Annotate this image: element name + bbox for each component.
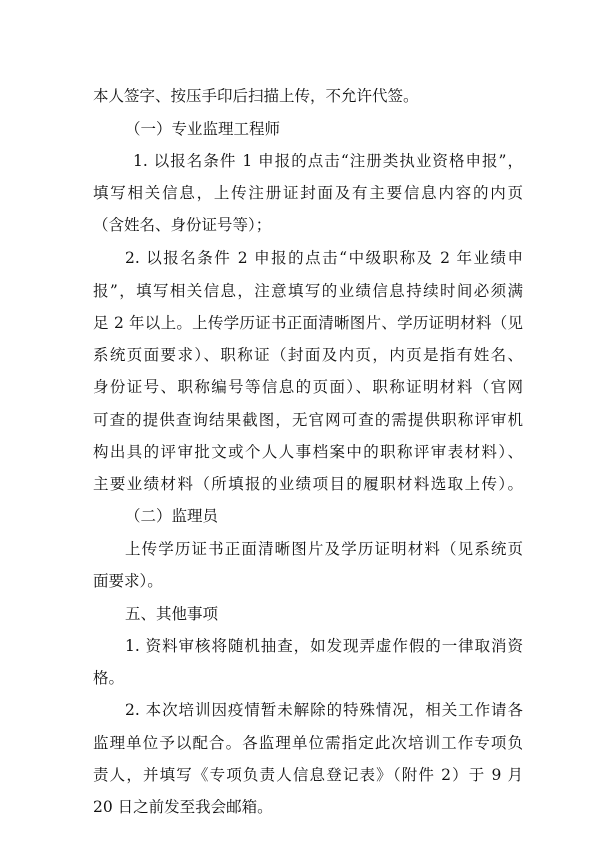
paragraph-line: 构出具的评审批文或个人人事档案中的职称评审表材料）、 xyxy=(93,443,523,461)
section-heading-supervising-engineer: （一）专业监理工程师 xyxy=(125,120,281,138)
paragraph-line: 足 2 年以上。上传学历证书正面清晰图片、学历证明材料（见 xyxy=(93,314,523,332)
paragraph-line: 系统页面要求）、职称证（封面及内页，内页是指有姓名、 xyxy=(93,346,523,364)
section-heading-supervisor: （二）监理员 xyxy=(125,507,219,525)
paragraph-line: 20 日之前发至我会邮箱。 xyxy=(93,798,273,816)
paragraph-line: 1. 资料审核将随机抽查，如发现弄虚作假的一律取消资 xyxy=(125,637,523,655)
paragraph-line: 填写相关信息，上传注册证封面及有主要信息内容的内页 xyxy=(93,184,523,202)
paragraph-line: 1. 以报名条件 1 申报的点击“注册类执业资格申报”， xyxy=(133,152,523,170)
section-heading-other-matters: 五、其他事项 xyxy=(125,605,219,623)
paragraph-line: 可查的提供查询结果截图，无官网可查的需提供职称评审机 xyxy=(93,411,523,429)
paragraph-line: 2. 以报名条件 2 申报的点击“中级职称及 2 年业绩申 xyxy=(125,249,523,267)
paragraph-line: 格。 xyxy=(93,669,125,687)
paragraph-line: 上传学历证书正面清晰图片及学历证明材料（见系统页 xyxy=(125,540,523,558)
paragraph-line: 监理单位予以配合。各监理单位需指定此次培训工作专项负 xyxy=(93,734,523,752)
paragraph-line: 报”，填写相关信息，注意填写的业绩信息持续时间必须满 xyxy=(93,282,523,300)
paragraph-line: 主要业绩材料（所填报的业绩项目的履职材料选取上传）。 xyxy=(93,475,523,493)
paragraph-line: 本人签字、按压手印后扫描上传，不允许代签。 xyxy=(93,87,419,105)
paragraph-line: 身份证号、职称编号等信息的页面）、职称证明材料（官网 xyxy=(93,378,523,396)
paragraph-line: 责人，并填写《专项负责人信息登记表》（附件 2）于 9 月 xyxy=(93,766,523,784)
paragraph-line: 面要求）。 xyxy=(93,572,163,590)
paragraph-line: （含姓名、身份证号等）； xyxy=(93,216,272,234)
paragraph-line: 2. 本次培训因疫情暂未解除的特殊情况，相关工作请各 xyxy=(125,701,523,719)
